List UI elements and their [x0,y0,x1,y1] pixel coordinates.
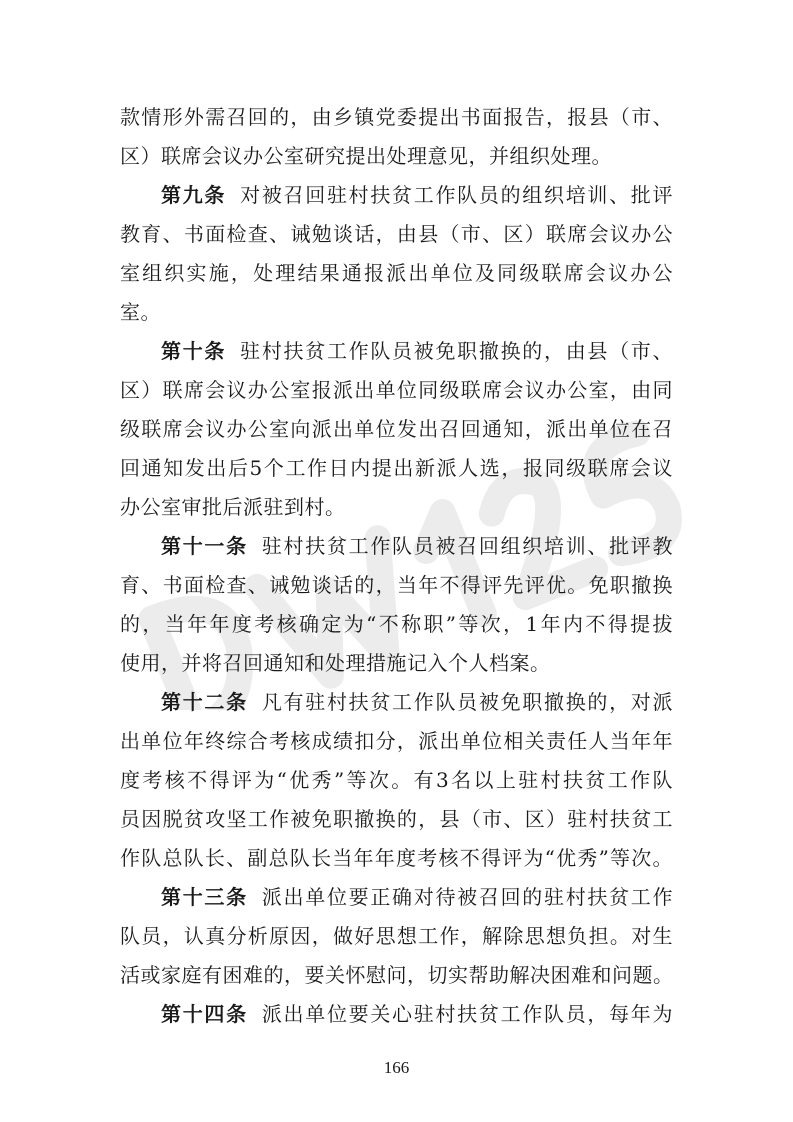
article-label: 第十二条 [161,690,248,714]
text-line: 活或家庭有困难的，要关怀慰问，切实帮助解决困难和问题。 [120,963,674,987]
text-line: 队员，认真分析原因，做好思想工作，解除思想负担。对生 [120,924,673,948]
text-line: 作队总队长、副总队长当年年度考核不得评为“优秀”等次。 [120,846,673,870]
text-line: 使用，并将召回通知和处理措施记入个人档案。 [120,651,551,675]
article-label: 第九条 [161,183,227,207]
text-line: 区）联席会议办公室报派出单位同级联席会议办公室，由同 [120,378,673,402]
article-label: 第十四条 [161,1002,248,1026]
article-label: 第十三条 [161,885,248,909]
text-line: 回通知发出后5个工作日内提出新派人选，报同级联席会议 [120,456,673,480]
text-line: 室。 [120,300,161,324]
page-number: 166 [383,1058,410,1077]
text-line: 款情形外需召回的，由乡镇党委提出书面报告，报县（市、 [120,105,673,129]
text-line: 出单位年终综合考核成绩扣分，派出单位相关责任人当年年 [120,729,673,753]
text-line: 度考核不得评为“优秀”等次。有3名以上驻村扶贫工作队 [120,768,673,792]
text-line: 级联席会议办公室向派出单位发出召回通知，派出单位在召 [120,417,673,441]
article-12-heading-line: 第十二条 凡有驻村扶贫工作队员被免职撤换的，对派 [161,690,674,714]
article-label: 第十条 [161,339,227,363]
text-line: 室组织实施，处理结果通报派出单位及同级联席会议办公 [120,261,673,285]
article-13-heading-line: 第十三条 派出单位要正确对待被召回的驻村扶贫工作 [161,885,674,909]
article-10-heading-line: 第十条 驻村扶贫工作队员被免职撤换的，由县（市、 [161,339,674,363]
article-11-heading-line: 第十一条 驻村扶贫工作队员被召回组织培训、批评教 [161,534,674,558]
text-line: 员因脱贫攻坚工作被免职撤换的，县（市、区）驻村扶贫工 [120,807,673,831]
text-line: 区）联席会议办公室研究提出处理意见，并组织处理。 [120,144,612,168]
text-line: 教育、书面检查、诫勉谈话，由县（市、区）联席会议办公 [120,222,673,246]
article-14-heading-line: 第十四条 派出单位要关心驻村扶贫工作队员，每年为 [161,1002,674,1026]
text-line: 的，当年年度考核确定为“不称职”等次，1年内不得提拔 [120,612,673,636]
text-line: 办公室审批后派驻到村。 [120,495,346,519]
article-label: 第十一条 [161,534,248,558]
text-line: 育、书面检查、诫勉谈话的，当年不得评先评优。免职撤换 [120,573,673,597]
article-9-heading-line: 第九条 对被召回驻村扶贫工作队员的组织培训、批评 [161,183,674,207]
